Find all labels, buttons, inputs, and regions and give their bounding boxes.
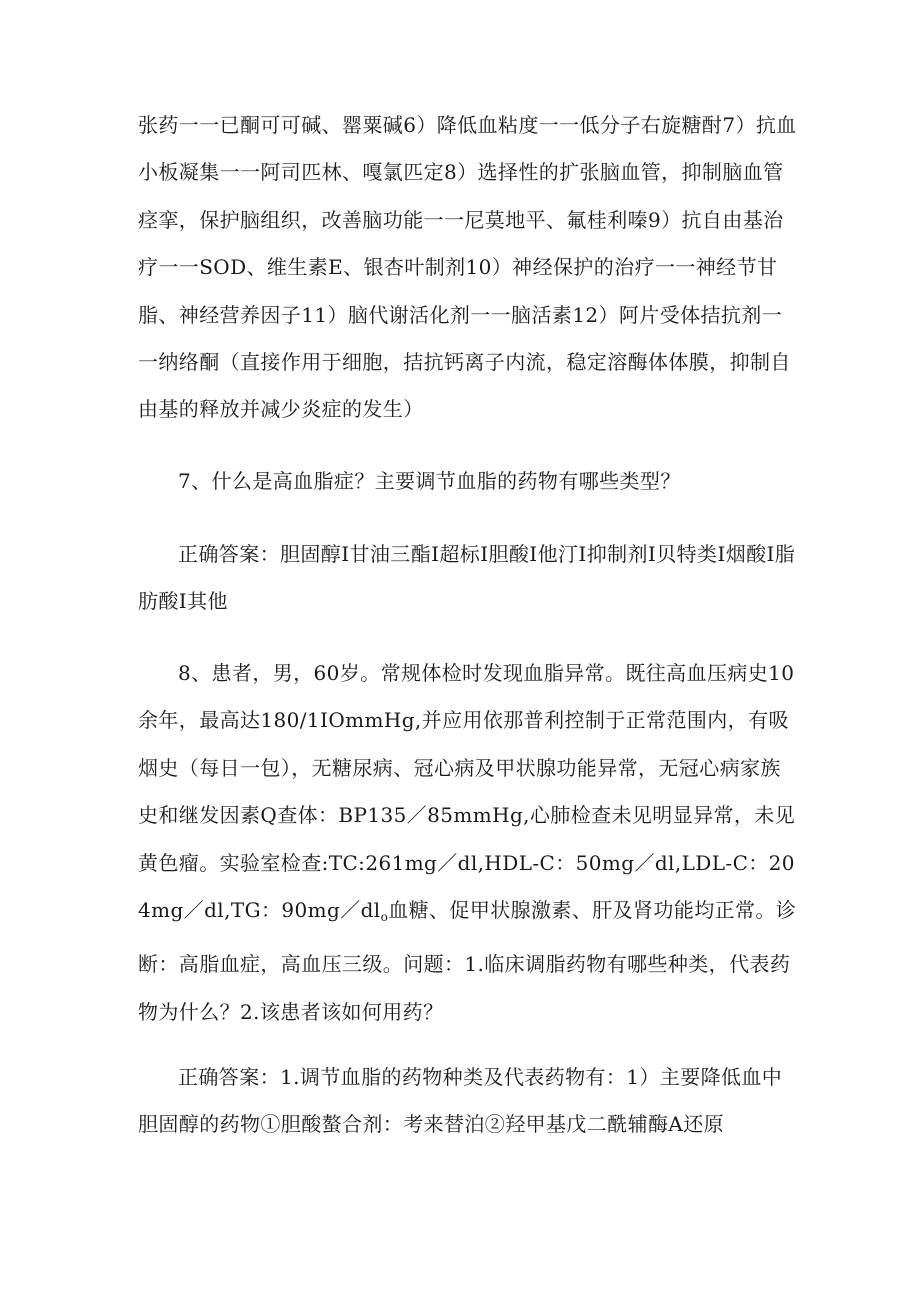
question-7: 7、什么是高血脂症？主要调节血脂的药物有哪些类型？ [178, 469, 681, 493]
paragraph-drug-list-continued: 张药一一已酮可可碱、罂粟碱6）降低血粘度一一低分子右旋糖酎7）抗血小板凝集一一阿司匹林、嘎氯匹定8）选择性的扩张脑血管，抑制脑血管痉挛，保护脑组织，改善脑功能一一尼莫地平、氟桂利嗪9）抗自由基治疗一一SOD、维生素E、银杏叶制剂10）神经保护的治疗一一神经节甘脂、神经营养因子11）脑代谢活化剂一一脑活素12）阿片受体拮抗剂一一纳络酮（直接作用于细胞，拮抗钙离子内流，稳定溶酶体体膜，抑制自由基的释放并减少炎症的发生） [138, 113, 797, 422]
answer-7: 正确答案：胆固醇I甘油三酯I超标I胆酸I他汀I抑制剂I贝特类I烟酸I脂肪酸I其他 [138, 542, 796, 614]
question-8-text-part1: 8、患者，男，60岁。常规体检时发现血脂异常。既往高血压病史10余年，最高达180/1IOmmHg,并应用依那普利控制于正常范围内，有吸烟史（每日一包），无糖尿病、冠心病及甲状腺功能异常，无冠心病家族史和继发因素Q查体：BP135／85mmHg,心肺检查未见明显异常，未见黄色瘤。实验室检查:TC:261mg／dl,HDL-C：50mg／dl,LDL-C：204mg／dl,TG：90mg／dl [138, 661, 796, 923]
question-8-text-part2: 血糖、促甲状腺激素、肝及肾功能均正常。诊断：高脂血症，高血压三级。问题：1.临床调脂药物有哪些种类，代表药物为什么？2.该患者该如何用药？ [138, 898, 797, 1024]
answer-8: 正确答案：1.调节血脂的药物种类及代表药物有：1）主要降低血中胆固醇的药物①胆酸螯合剂：考来替泊②羟甲基戊二酰辅酶A还原 [138, 1065, 783, 1137]
question-8 [138, 650, 798, 1036]
question-8-subscript: o [380, 910, 389, 925]
